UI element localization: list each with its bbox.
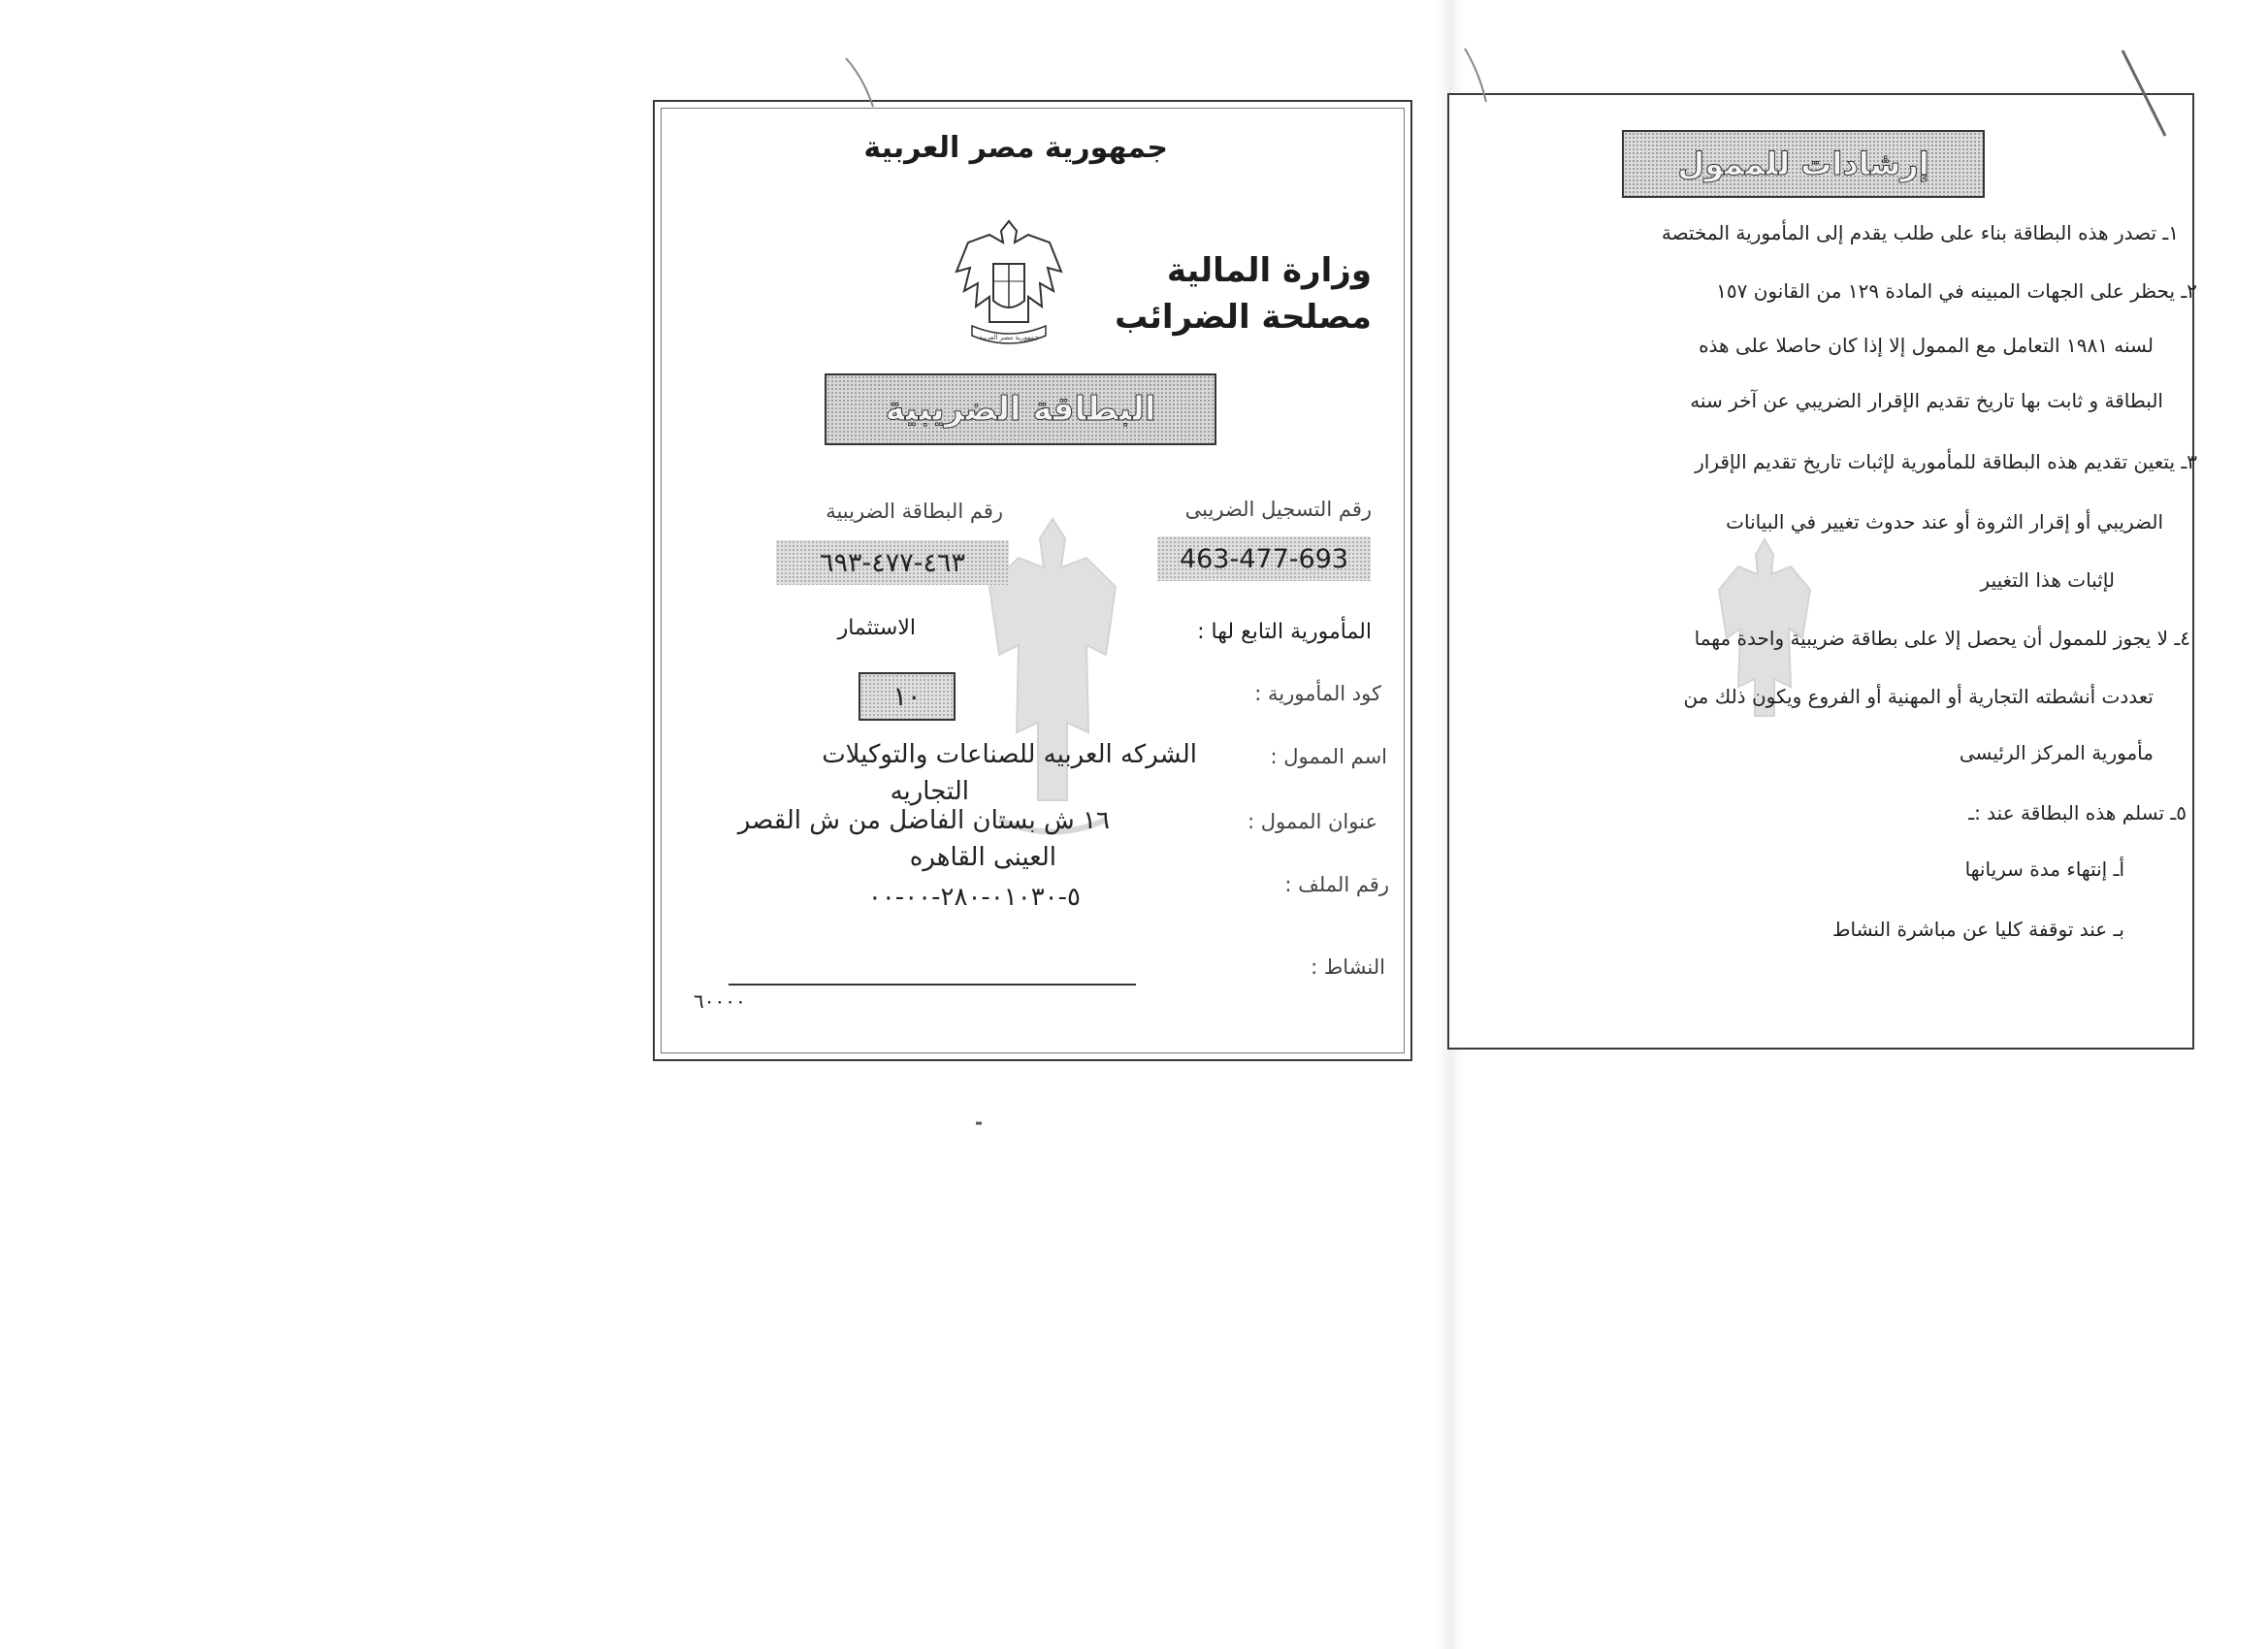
office-code-box bbox=[859, 672, 956, 721]
office-code-value: ١٠ bbox=[892, 681, 922, 712]
address-label: عنوان الممول : bbox=[1247, 810, 1377, 833]
instructions-title: إرشادات للممول bbox=[1622, 130, 1985, 198]
instruction-line: ٥ـ تسلم هذه البطاقة عند :ـ bbox=[1968, 801, 2187, 824]
ministry-block bbox=[1115, 247, 1372, 340]
instruction-line: تعددت أنشطته التجارية أو المهنية أو الفروع ويكون ذلك من bbox=[1683, 685, 2154, 708]
instruction-line: مأمورية المركز الرئيسى bbox=[1959, 741, 2154, 764]
tax-card-back bbox=[1447, 93, 2197, 1050]
address-line2: العينى القاهره bbox=[909, 843, 1056, 872]
republic-heading: جمهورية مصر العربية bbox=[863, 131, 1168, 165]
taxpayer-name-line1: الشركه العربيه للصناعات والتوكيلات bbox=[822, 740, 1197, 769]
office-code-label: كود المأمورية : bbox=[1254, 682, 1381, 705]
card-number-label: رقم البطاقة الضريبية bbox=[826, 500, 1003, 523]
card-number-box bbox=[776, 540, 1009, 585]
taxpayer-name-label: اسم الممول : bbox=[1270, 745, 1387, 768]
file-number: ٥-٠١٠٣٠-٢٨٠-٠٠-٠٠ bbox=[867, 883, 1081, 912]
activity-label: النشاط : bbox=[1311, 955, 1385, 979]
instruction-line: الضريبي أو إقرار الثروة أو عند حدوث تغيير في البيانات bbox=[1726, 510, 2163, 534]
instruction-line: ١ـ تصدر هذه البطاقة بناء على طلب يقدم إلى المأمورية المختصة bbox=[1661, 221, 2179, 244]
instruction-line: ٢ـ يحظر على الجهات المبينه في المادة ١٢٩ من القانون ١٥٧ bbox=[1716, 279, 2197, 303]
instruction-line: أـ إنتهاء مدة سريانها bbox=[1964, 857, 2124, 881]
registration-number-box bbox=[1157, 536, 1371, 581]
card-title: البطاقة الضريبية bbox=[825, 373, 1216, 445]
instruction-line: لسنه ١٩٨١ التعامل مع الممول إلا إذا كان حاصلا على هذه bbox=[1699, 334, 2154, 357]
instruction-line: ٤ـ لا يجوز للممول أن يحصل إلا على بطاقة ضريبية واحدة مهما bbox=[1694, 627, 2190, 650]
authority-name: مصلحة الضرائب bbox=[1115, 298, 1372, 337]
instruction-line: لإثبات هذا التغيير bbox=[1980, 568, 2115, 592]
file-label: رقم الملف : bbox=[1284, 873, 1389, 896]
instruction-line: البطاقة و ثابت بها تاريخ تقديم الإقرار الضريبي عن آخر سنه bbox=[1690, 389, 2163, 412]
office-value: الاستثمار bbox=[837, 616, 916, 640]
office-label: المأمورية التابع لها : bbox=[1197, 620, 1372, 644]
instruction-line: بـ عند توقفة كليا عن مباشرة النشاط bbox=[1832, 918, 2124, 941]
instruction-line: ٣ـ يتعين تقديم هذه البطاقة للمأمورية لإثبات تاريخ تقديم الإقرار bbox=[1695, 450, 2197, 473]
tax-card-front bbox=[653, 100, 1412, 1061]
taxpayer-name-line2: التجاريه bbox=[890, 777, 969, 806]
registration-number: 463-477-693 bbox=[1179, 543, 1349, 574]
card-number: ٤٦٣-٤٧٧-٦٩٣ bbox=[819, 547, 966, 578]
serial-number: ٦٠٠٠٠ bbox=[694, 989, 746, 1013]
eagle-emblem-icon bbox=[951, 213, 1067, 359]
address-line1: ١٦ ش بستان الفاضل من ش القصر bbox=[737, 806, 1110, 835]
emblem-scroll-text: جمهورية مصر العربية bbox=[979, 334, 1039, 341]
ministry-name: وزارة المالية bbox=[1166, 251, 1372, 290]
activity-line bbox=[729, 984, 1136, 986]
registration-label: رقم التسجيل الضريبى bbox=[1184, 498, 1372, 521]
